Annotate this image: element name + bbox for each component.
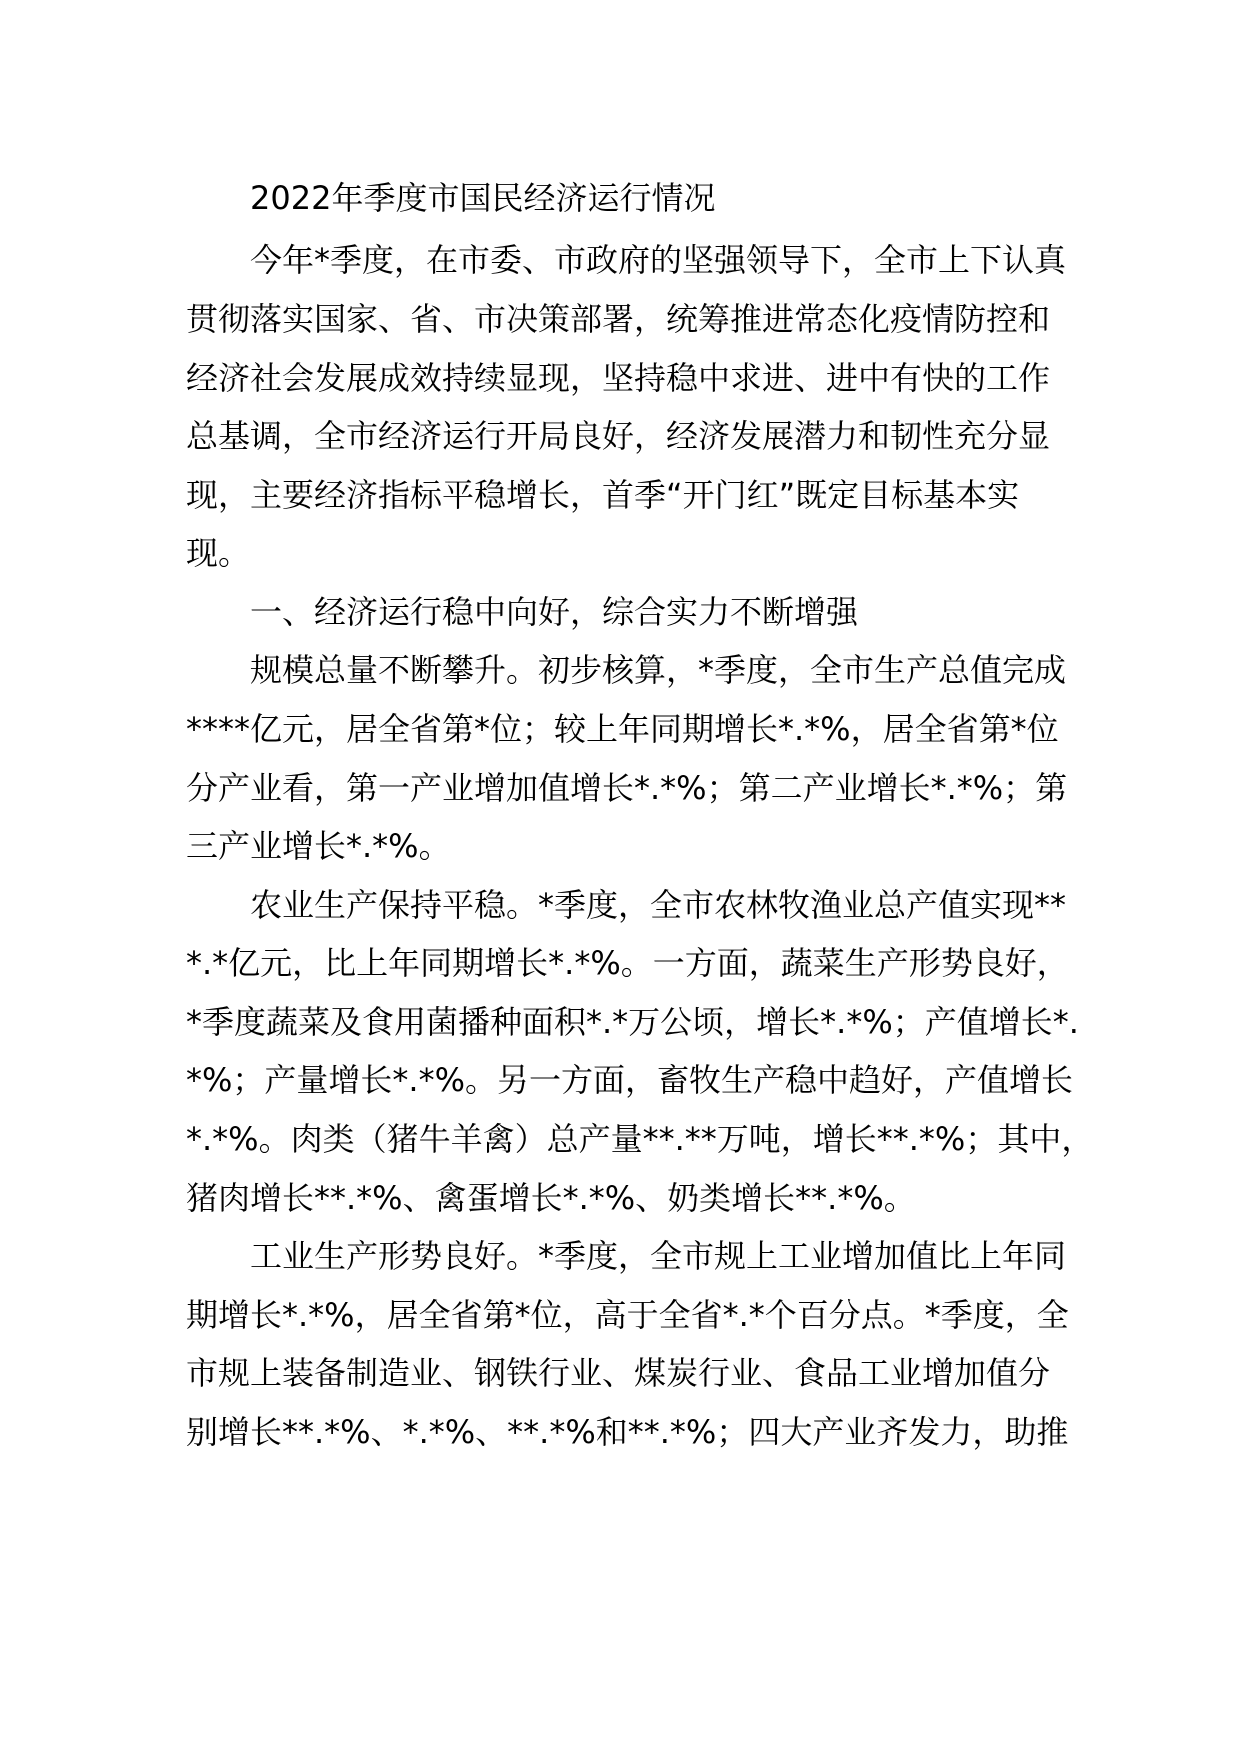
paragraph-line: 贯彻落实国家、省、市决策部署，统筹推进常态化疫情防控和 [186,300,1051,338]
paragraph-line: 现，主要经济指标平稳增长，首季“开门红”既定目标基本实 [186,476,1020,514]
paragraph-line: 规模总量不断攀升。初步核算，*季度，全市生产总值完成 [250,651,1067,689]
paragraph-line: *%；产量增长*.*%。另一方面，畜牧生产稳中趋好，产值增长 [186,1061,1073,1099]
paragraph-line: *.*%。肉类（猪牛羊禽）总产量**.**万吨，增长**.*%；其中， [186,1120,1094,1158]
paragraph-line: 现。 [186,534,251,572]
paragraph-line: 分产业看，第一产业增加值增长*.*%；第二产业增长*.*%；第 [186,769,1068,807]
paragraph-line: *.*亿元，比上年同期增长*.*%。一方面，蔬菜生产形势良好， [186,944,1069,982]
paragraph-line: 市规上装备制造业、钢铁行业、煤炭行业、食品工业增加值分 [186,1354,1051,1392]
document-title: 2022年季度市国民经济运行情况 [250,179,716,217]
paragraph-line: 别增长**.*%、*.*%、**.*%和**.*%；四大产业齐发力，助推 [186,1413,1069,1451]
paragraph-line: 今年*季度，在市委、市政府的坚强领导下，全市上下认真 [250,241,1067,279]
paragraph-line: *季度蔬菜及食用菌播种面积*.*万公顷，增长*.*%；产值增长*. [186,1003,1079,1041]
paragraph-line: 猪肉增长**.*%、禽蛋增长*.*%、奶类增长**.*%。 [186,1179,916,1217]
paragraph-line: 农业生产保持平稳。*季度，全市农林牧渔业总产值实现** [250,886,1067,924]
paragraph-line: 期增长*.*%，居全省第*位，高于全省*.*个百分点。*季度，全 [186,1296,1069,1334]
paragraph-line: 总基调，全市经济运行开局良好，经济发展潜力和韧性充分显 [186,417,1051,455]
paragraph-line: ****亿元，居全省第*位；较上年同期增长*.*%，居全省第*位 [186,710,1059,748]
paragraph-line: 三产业增长*.*%。 [186,827,451,865]
paragraph-line: 经济社会发展成效持续显现，坚持稳中求进、进中有快的工作 [186,359,1051,397]
section-heading: 一、经济运行稳中向好，综合实力不断增强 [250,593,859,631]
paragraph-line: 工业生产形势良好。*季度，全市规上工业增加值比上年同 [250,1237,1067,1275]
